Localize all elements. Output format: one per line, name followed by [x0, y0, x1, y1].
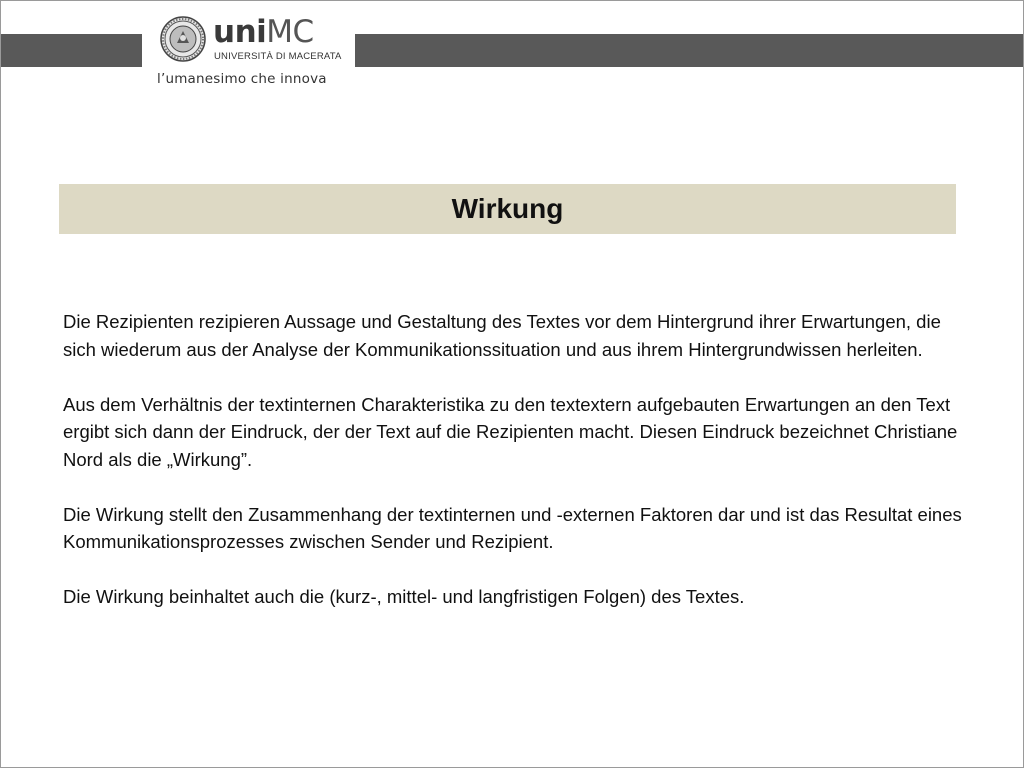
university-logo — [157, 13, 345, 91]
university-seal-icon — [160, 16, 206, 62]
header-bar-right — [355, 34, 1023, 67]
header-bar-left — [1, 34, 142, 67]
tagline: l’umanesimo che innova — [157, 71, 327, 87]
slide-title: Wirkung — [451, 193, 564, 224]
slide-body — [63, 308, 963, 638]
paragraph: Die Rezipienten rezipieren Aussage und Gestaltung des Textes vor dem Hintergrund ihrer Erwartungen, die sich wiederum aus der Analyse der Kommunikationssituation und aus ihrem Hintergrundwissen herleiten. — [63, 311, 941, 360]
brand-main: uni — [213, 14, 267, 50]
paragraph: Aus dem Verhältnis der textinternen Charakteristika zu den textextern aufgebauten Erwartungen an den Text ergibt sich dann der Eindruck, der der Text auf die Rezipienten macht. Diesen Eindruck bezeichnet Christiane Nord als die „Wirkung”. — [63, 393, 958, 470]
brand-wordmark — [213, 15, 314, 49]
university-name: UNIVERSITÀ DI MACERATA — [214, 51, 342, 62]
brand-suffix: MC — [266, 14, 314, 50]
paragraph: Die Wirkung stellt den Zusammenhang der textinternen und -externen Faktoren dar und ist das Resultat eines Kommunikationsprozesses zwischen Sender und Rezipient. — [63, 503, 962, 552]
paragraph: Die Wirkung beinhaltet auch die (kurz-, mittel- und langfristigen Folgen) des Textes. — [63, 586, 745, 607]
title-band — [59, 184, 956, 234]
